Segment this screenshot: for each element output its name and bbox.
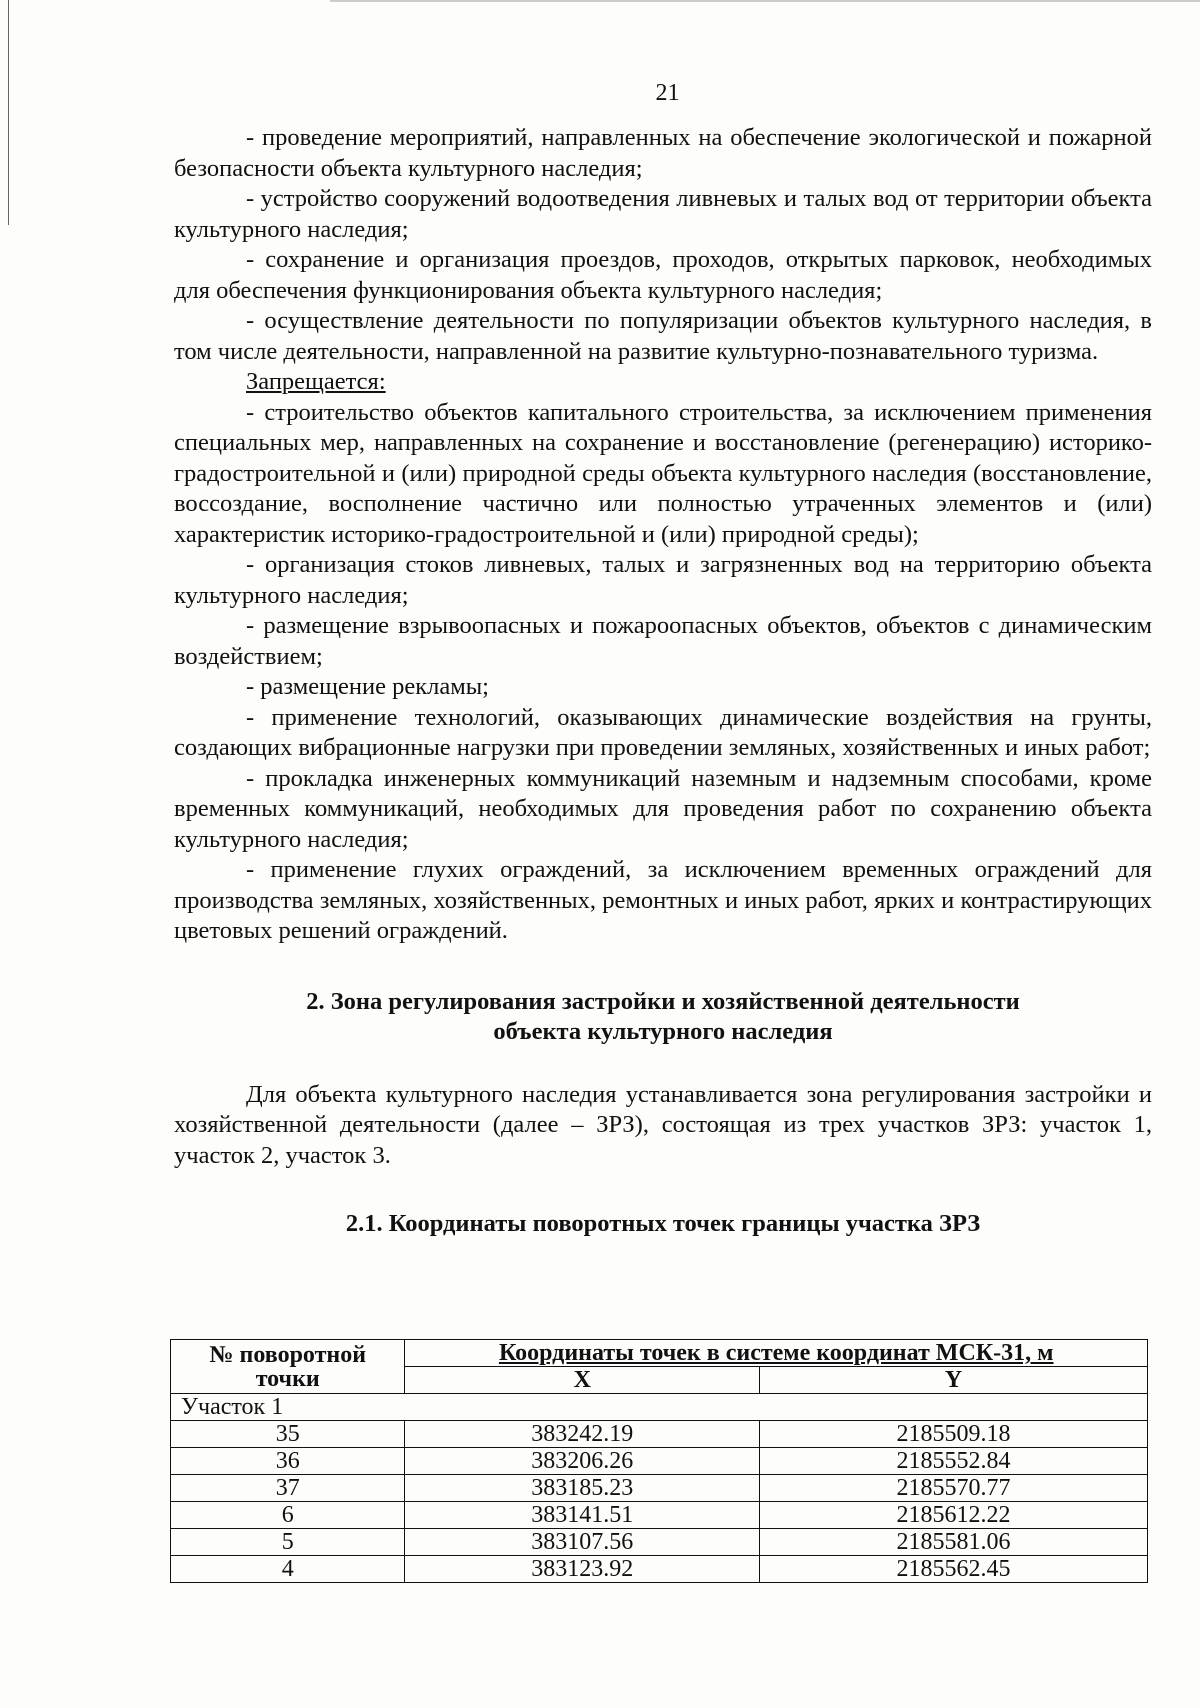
cell-point: 4 bbox=[171, 1556, 405, 1583]
cell-point: 37 bbox=[171, 1475, 405, 1502]
cell-y: 2185570.77 bbox=[760, 1475, 1148, 1502]
cell-x: 383123.92 bbox=[405, 1556, 760, 1583]
prohibited-item: - применение глухих ограждений, за исключением временных ограждений для производства земляных, хозяйственных, ремонтных и иных работ, ярких и контрастирующих цветовых решений ограждений. bbox=[174, 856, 1152, 944]
table-title: 2.1. Координаты поворотных точек границы участка ЗРЗ bbox=[345, 1210, 981, 1237]
cell-point: 36 bbox=[171, 1448, 405, 1475]
scan-edge-top bbox=[330, 0, 1200, 2]
table-row bbox=[171, 1556, 1148, 1583]
cell-y: 2185509.18 bbox=[760, 1421, 1148, 1448]
table-row bbox=[171, 1502, 1148, 1529]
paragraph: - устройство сооружений водоотведения ливневых и талых вод от территории объекта культурного наследия; bbox=[174, 185, 1152, 243]
prohibited-item: - размещение взрывоопасных и пожароопасных объектов, объектов с динамическим воздействием; bbox=[174, 612, 1152, 670]
page-number: 21 bbox=[655, 80, 680, 106]
header-point bbox=[171, 1340, 405, 1394]
paragraph: - проведение мероприятий, направленных на обеспечение экологической и пожарной безопасности объекта культурного наследия; bbox=[174, 124, 1152, 182]
cell-point: 35 bbox=[171, 1421, 405, 1448]
cell-x: 383206.26 bbox=[405, 1448, 760, 1475]
cell-y: 2185612.22 bbox=[760, 1502, 1148, 1529]
cell-x: 383141.51 bbox=[405, 1502, 760, 1529]
header-coords: Координаты точек в системе координат МСК-31, м bbox=[405, 1340, 1148, 1367]
cell-x: 383107.56 bbox=[405, 1529, 760, 1556]
cell-y: 2185581.06 bbox=[760, 1529, 1148, 1556]
prohibited-item: - применение технологий, оказывающих динамические воздействия на грунты, создающих вибрационные нагрузки при проведении земляных, хозяйственных и иных работ; bbox=[174, 703, 1152, 761]
prohibited-label: Запрещается: bbox=[246, 368, 386, 395]
header-x: X bbox=[405, 1367, 760, 1394]
section-heading-line2: объекта культурного наследия bbox=[493, 1018, 833, 1045]
header-point-line2: точки bbox=[255, 1365, 320, 1392]
prohibited-item: - организация стоков ливневых, талых и загрязненных вод на территорию объекта культурного наследия; bbox=[174, 551, 1152, 609]
table-row bbox=[171, 1448, 1148, 1475]
coordinates-table bbox=[170, 1339, 1148, 1583]
scan-edge-left bbox=[8, 0, 9, 225]
prohibited-item: - прокладка инженерных коммуникаций наземным и надземным способами, кроме временных коммуникаций, необходимых для проведения работ по сохранению объекта культурного наследия; bbox=[174, 764, 1152, 853]
paragraph: - осуществление деятельности по популяризации объектов культурного наследия, в том числе деятельности, направленной на развитие культурно-познавательного туризма. bbox=[174, 307, 1152, 365]
document-body bbox=[174, 123, 1152, 1240]
paragraph: - сохранение и организация проездов, проходов, открытых парковок, необходимых для обеспечения функционирования объекта культурного наследия; bbox=[174, 246, 1152, 304]
table-row bbox=[171, 1421, 1148, 1448]
table-row bbox=[171, 1475, 1148, 1502]
prohibited-item: - размещение рекламы; bbox=[246, 673, 489, 700]
cell-x: 383242.19 bbox=[405, 1421, 760, 1448]
cell-point: 6 bbox=[171, 1502, 405, 1529]
cell-point: 5 bbox=[171, 1529, 405, 1556]
prohibited-item: - строительство объектов капитального строительства, за исключением применения специальных мер, направленных на сохранение и восстановление (регенерацию) историко-градостроительной и (или) природной среды объекта культурного наследия (восстановление, воссоздание, восполнение частично или полностью утраченных элементов и (или) характеристик историко-градостроительной и (или) природной среды); bbox=[174, 398, 1152, 548]
section-label: Участок 1 bbox=[171, 1394, 1148, 1421]
section-heading-line1: 2. Зона регулирования застройки и хозяйственной деятельности bbox=[306, 987, 1020, 1015]
cell-y: 2185562.45 bbox=[760, 1556, 1148, 1583]
header-point-line1: № поворотной bbox=[209, 1341, 367, 1368]
intro-paragraph: Для объекта культурного наследия устанавливается зона регулирования застройки и хозяйственной деятельности (далее – ЗРЗ), состоящая из трех участков ЗРЗ: участок 1, участок 2, участок 3. bbox=[174, 1080, 1152, 1169]
header-y: Y bbox=[760, 1367, 1148, 1394]
table-row bbox=[171, 1529, 1148, 1556]
section-heading bbox=[174, 987, 1152, 1048]
cell-x: 383185.23 bbox=[405, 1475, 760, 1502]
cell-y: 2185552.84 bbox=[760, 1448, 1148, 1475]
